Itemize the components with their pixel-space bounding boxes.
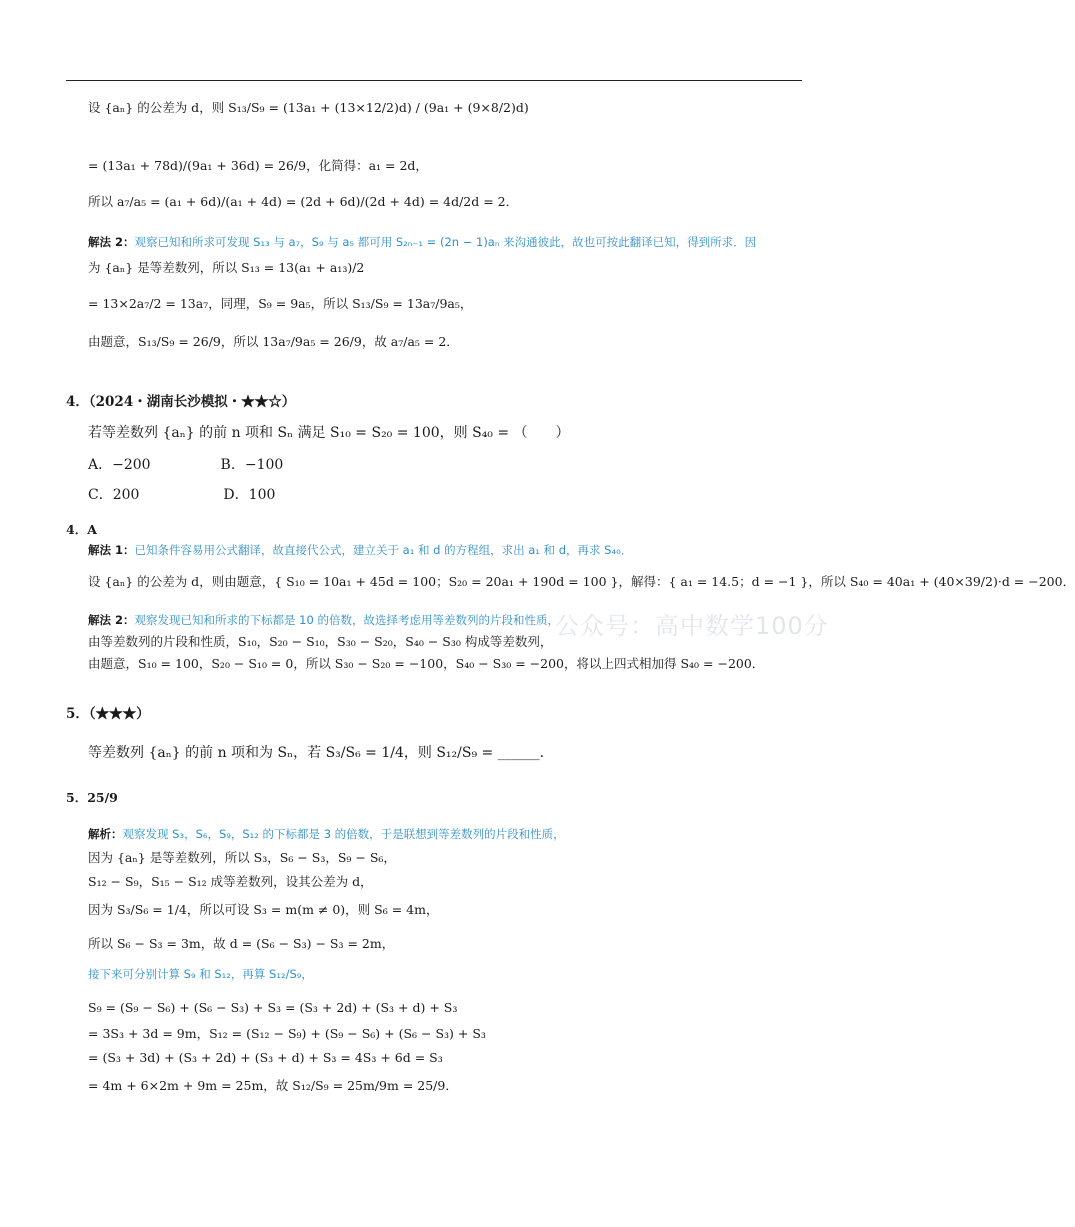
text-line	[88, 1078, 458, 1094]
line-text: 所以 S₆ − S₃ = 3m，故 d = (S₆ − S₃) − S₃ = 2m，	[88, 936, 395, 951]
line-text: 观察已知和所求可发现 S₁₃ 与 a₇，S₉ 与 a₅ 都可用 S₂ₙ₋₁ = (2n − 1)aₙ 来沟通彼此，故也可按此翻译已知，得到所求．因	[134, 235, 757, 249]
text-line	[88, 634, 552, 650]
solution-label: 解法 1：	[88, 543, 135, 557]
line-text: 等差数列 {aₙ} 的前 n 项和为 Sₙ，若 S₃/S₆ = 1/4，则 S₁₂/S₉ = ______．	[88, 745, 554, 761]
text-line	[88, 936, 394, 952]
text-line	[88, 850, 396, 866]
line-text: 5．25/9	[66, 790, 118, 805]
text-line	[88, 1026, 486, 1042]
line-text: 观察发现已知和所求的下标都是 10 的倍数，故选择考虑用等差数列的片段和性质，	[134, 613, 559, 627]
line-text: C．200 D．100	[88, 487, 276, 503]
line-text: = 3S₃ + 3d = 9m，S₁₂ = (S₁₂ − S₉) + (S₉ − S₆) + (S₆ − S₃) + S₃	[88, 1026, 486, 1041]
line-text: 4．（2024・湖南长沙模拟・★★☆）	[66, 394, 296, 410]
text-line	[88, 966, 313, 982]
text-line	[66, 706, 150, 722]
text-line	[88, 334, 459, 350]
line-text: 由等差数列的片段和性质，S₁₀，S₂₀ − S₁₀，S₃₀ − S₂₀，S₄₀ − S₃₀ 构成等差数列，	[88, 634, 553, 649]
text-line	[88, 158, 428, 174]
line-text: S₁₂ − S₉，S₁₅ − S₁₂ 成等差数列，设其公差为 d，	[88, 874, 373, 889]
solution-label: 解法 2：	[88, 235, 135, 249]
text-line	[88, 456, 283, 474]
text-line	[88, 296, 472, 312]
solution-label: 解法 2：	[88, 613, 135, 627]
watermark: 公众号：高中数学100分	[555, 612, 829, 640]
text-line	[88, 542, 632, 558]
text-line	[88, 902, 438, 918]
text-line	[88, 234, 756, 250]
text-line	[88, 612, 559, 628]
text-line	[88, 100, 529, 116]
line-text: = (13a₁ + 78d)/(9a₁ + 36d) = 26/9，化简得：a₁ = 2d，	[88, 158, 428, 173]
line-text: = 4m + 6×2m + 9m = 25m，故 S₁₂/S₉ = 25m/9m = 25/9．	[88, 1078, 458, 1093]
line-text: 为 {aₙ} 是等差数列，所以 S₁₃ = 13(a₁ + a₁₃)/2	[88, 260, 365, 275]
text-line	[88, 656, 764, 672]
header-rule	[66, 80, 802, 81]
text-line	[88, 826, 565, 842]
line-text: 设 {aₙ} 的公差为 d，则由题意，{ S₁₀ = 10a₁ + 45d = 100；S₂₀ = 20a₁ + 190d = 100 }，解得：{ a₁ = 14.5；d = −1 }，所以 S₄₀ = 40a₁ + (40×39/2)·d = −200．	[88, 574, 1075, 589]
text-line	[88, 1000, 457, 1016]
text-line	[88, 486, 275, 504]
line-text: 因为 {aₙ} 是等差数列，所以 S₃，S₆ − S₃，S₉ − S₆，	[88, 850, 396, 865]
line-text: 由题意，S₁₃/S₉ = 26/9，所以 13a₇/9a₅ = 26/9，故 a₇/a₅ = 2．	[88, 334, 459, 349]
text-line	[88, 744, 554, 762]
line-text: A．−200 B．−100	[88, 457, 284, 473]
line-text: 5．（★★★）	[66, 706, 150, 722]
line-text: 所以 a₇/a₅ = (a₁ + 6d)/(a₁ + 4d) = (2d + 6d)/(2d + 4d) = 4d/2d = 2．	[88, 194, 519, 209]
line-text: 4．A	[66, 522, 97, 537]
text-line	[88, 1050, 443, 1066]
text-line	[88, 874, 373, 890]
text-line	[66, 522, 97, 538]
line-text: 因为 S₃/S₆ = 1/4，所以可设 S₃ = m(m ≠ 0)，则 S₆ = 4m，	[88, 902, 439, 917]
line-text: 观察发现 S₃，S₆，S₉，S₁₂ 的下标都是 3 的倍数，于是联想到等差数列的片段和性质，	[122, 827, 565, 841]
text-line	[88, 574, 1075, 590]
text-line	[88, 260, 364, 276]
solution-label: 解析：	[88, 827, 123, 841]
text-line	[88, 424, 570, 442]
line-text: 设 {aₙ} 的公差为 d，则 S₁₃/S₉ = (13a₁ + (13×12/2)d) / (9a₁ + (9×8/2)d)	[88, 100, 529, 115]
line-text: = (S₃ + 3d) + (S₃ + 2d) + (S₃ + d) + S₃ = 4S₃ + 6d = S₃	[88, 1050, 443, 1065]
text-line	[66, 394, 295, 410]
line-text: 已知条件容易用公式翻译，故直接代公式，建立关于 a₁ 和 d 的方程组，求出 a₁ 和 d，再求 S₄₀．	[134, 543, 633, 557]
line-text: = 13×2a₇/2 = 13a₇，同理，S₉ = 9a₅，所以 S₁₃/S₉ = 13a₇/9a₅，	[88, 296, 473, 311]
line-text: 接下来可分别计算 S₉ 和 S₁₂，再算 S₁₂/S₉，	[88, 967, 313, 981]
line-text: 若等差数列 {aₙ} 的前 n 项和 Sₙ 满足 S₁₀ = S₂₀ = 100，则 S₄₀ = （ ）	[88, 425, 570, 441]
text-line	[88, 194, 518, 210]
line-text: 由题意，S₁₀ = 100，S₂₀ − S₁₀ = 0，所以 S₃₀ − S₂₀ = −100，S₄₀ − S₃₀ = −200，将以上四式相加得 S₄₀ = −200．	[88, 656, 765, 671]
text-line	[66, 790, 118, 806]
line-text: S₉ = (S₉ − S₆) + (S₆ − S₃) + S₃ = (S₃ + 2d) + (S₃ + d) + S₃	[88, 1000, 458, 1015]
